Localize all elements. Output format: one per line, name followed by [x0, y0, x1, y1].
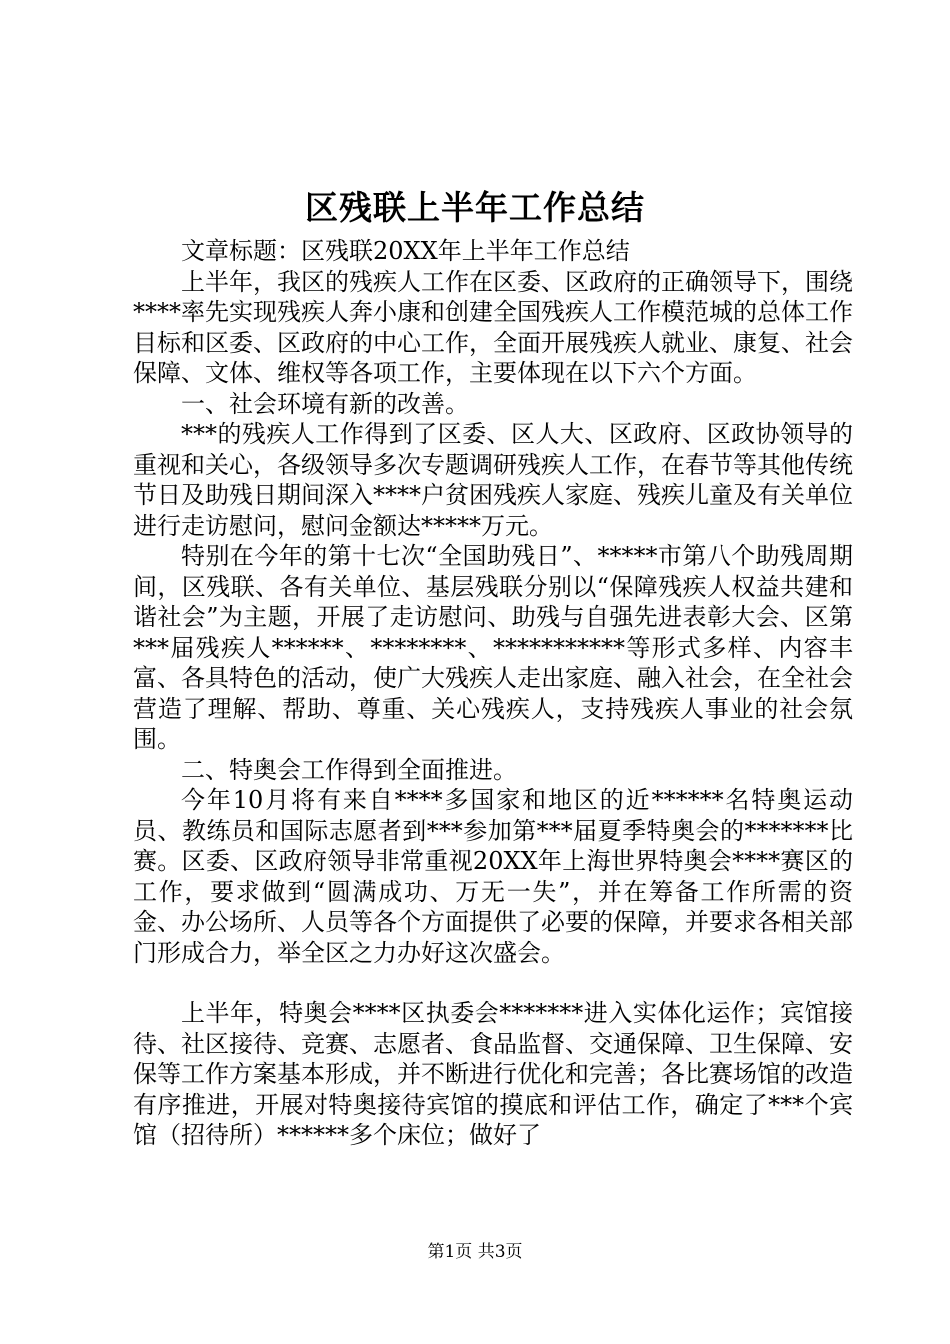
page-footer: 第1页 共3页	[427, 1242, 523, 1262]
document-title: 区残联上半年工作总结	[305, 188, 645, 227]
body-paragraph: 特别在今年的第十七次“全国助残日”、*****市第八个助残周期间，区残联、各有关单位、基层残联分别以“保障残疾人权益共建和谐社会”为主题，开展了走访慰问、助残与自强先进表彰大会、区第***届残疾人******、********、***********等形式多样、内容丰富、各具特色的活动，使广大残疾人走出家庭、融入社会，在全社会营造了理解、帮助、尊重、关心残疾人，支持残疾人事业的社会氛围。	[133, 542, 853, 753]
section-heading-1: 一、社会环境有新的改善。	[181, 389, 469, 418]
document-body	[133, 236, 853, 1151]
body-paragraph: 今年10月将有来自****多国家和地区的近******名特奥运动员、教练员和国际志愿者到***参加第***届夏季特奥会的*******比赛。区委、区政府领导非常重视20XX年上海世界特奥会****赛区的工作，要求做到“圆满成功、万无一失”，并在筹备工作所需的资金、办公场所、人员等各个方面提供了必要的保障，并要求各相关部门形成合力，举全区之力办好这次盛会。	[133, 786, 853, 967]
body-paragraph: ***的残疾人工作得到了区委、区人大、区政府、区政协领导的重视和关心，各级领导多次专题调研残疾人工作，在春节等其他传统节日及助残日期间深入****户贫困残疾人家庭、残疾儿童及有关单位进行走访慰问，慰问金额达*****万元。	[133, 420, 853, 540]
article-title-line: 文章标题：区残联20XX年上半年工作总结	[181, 237, 630, 265]
intro-paragraph: 上半年，我区的残疾人工作在区委、区政府的正确领导下，围绕****率先实现残疾人奔小康和创建全国残疾人工作模范城的总体工作目标和区委、区政府的中心工作，全面开展残疾人就业、康复、社会保障、文体、维权等各项工作，主要体现在以下六个方面。	[133, 267, 853, 387]
body-paragraph: 上半年，特奥会****区执委会*******进入实体化运作；宾馆接待、社区接待、竞赛、志愿者、食品监督、交通保障、卫生保障、安保等工作方案基本形成，并不断进行优化和完善；各比赛场馆的改造有序推进，开展对特奥接待宾馆的摸底和评估工作，确定了***个宾馆（招待所）******多个床位；做好了	[133, 999, 853, 1149]
section-heading-2: 二、特奥会工作得到全面推进。	[181, 755, 517, 784]
